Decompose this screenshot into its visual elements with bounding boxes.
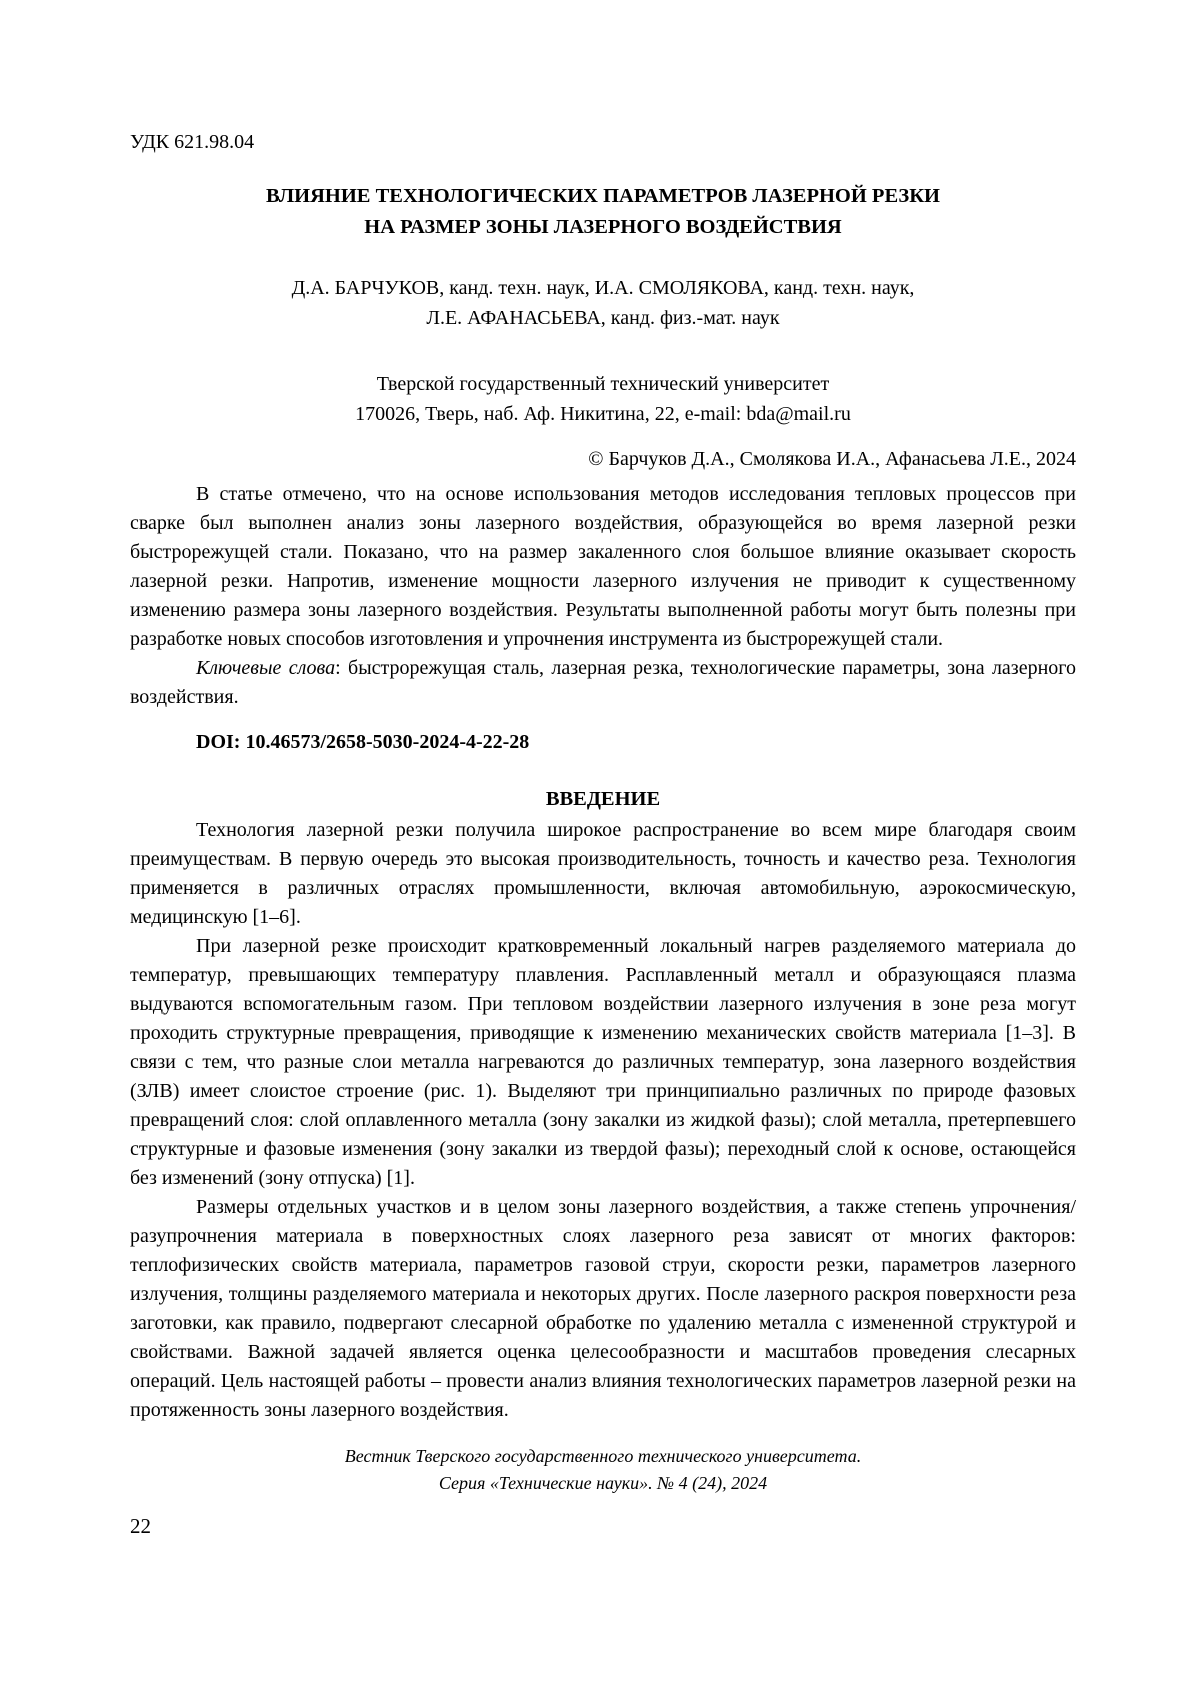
affiliation-block <box>130 369 1076 429</box>
udk-code: УДК 621.98.04 <box>130 131 255 153</box>
authors-line-1: Д.А. БАРЧУКОВ, канд. техн. наук, И.А. СМОЛЯКОВА, канд. техн. наук, <box>291 276 915 299</box>
intro-paragraph-1: Технология лазерной резки получила широкое распространение во всем мире благодаря своим преимуществам. В первую очередь это высокая производительность, точность и качество реза. Технология применяется в различных отраслях промышленности, включая автомобильную, аэрокосмическую, медицинскую [1–6]. <box>130 819 1076 929</box>
abstract-paragraph: В статье отмечено, что на основе использования методов исследования тепловых процессов при сварке был выполнен анализ зоны лазерного воздействия, образующейся во время лазерной резки быстрорежущей стали. Показано, что на размер закаленного слоя большое влияние оказывает скорость лазерной резки. Напротив, изменение мощности лазерного излучения не приводит к существенному изменению размера зоны лазерного воздействия. Результаты выполненной работы могут быть полезны при разработке новых способов изготовления и упрочнения инструмента из быстрорежущей стали. <box>130 482 1076 650</box>
journal-footer-line-1: Вестник Тверского государственного технического университета. <box>344 1445 862 1466</box>
journal-footer-line-2: Серия «Технические науки». № 4 (24), 2024 <box>438 1472 768 1493</box>
journal-footer <box>130 1443 1076 1497</box>
keywords-label: Ключевые слова <box>196 656 336 679</box>
intro-paragraph-3: Размеры отдельных участков и в целом зоны лазерного воздействия, а также степень упрочнения/разупрочнения материала в поверхностных слоях лазерного реза зависят от многих факторов: теплофизических свойств материала, параметров газовой струи, скорости резки, параметров лазерного излучения, толщины разделяемого материала и некоторых других. После лазерного раскроя поверхности реза заготовки, как правило, подвергают слесарной обработке по удалению металла с измененной структурой и свойствами. Важной задачей является оценка целесообразности и масштабов проведения слесарных операций. Цель настоящей работы – провести анализ влияния технологических параметров лазерной резки на протяженность зоны лазерного воздействия. <box>130 1196 1076 1422</box>
doi-line: DOI: 10.46573/2658-5030-2024-4-22-28 <box>196 730 530 753</box>
page-number: 22 <box>130 1513 151 1538</box>
copyright-line: © Барчуков Д.А., Смолякова И.А., Афанасьева Л.Е., 2024 <box>588 447 1076 470</box>
paper-title-line-1: ВЛИЯНИЕ ТЕХНОЛОГИЧЕСКИХ ПАРАМЕТРОВ ЛАЗЕРНОЙ РЕЗКИ <box>265 185 941 207</box>
affiliation-name: Тверской государственный технический университет <box>376 372 830 395</box>
intro-paragraph-2: При лазерной резке происходит кратковременный локальный нагрев разделяемого материала до температур, превышающих температуру плавления. Расплавленный металл и образующаяся плазма выдуваются вспомогательным газом. При тепловом воздействии лазерного излучения в зоне реза могут проходить структурные превращения, приводящие к изменению механических свойств материала [1–3]. В связи с тем, что разные слои металла нагреваются до различных температур, зона лазерного воздействия (ЗЛВ) имеет слоистое строение (рис. 1). Выделяют три принципиально различных по природе фазовых превращений слоя: слой оплавленного металла (зону закалки из жидкой фазы); слой металла, претерпевшего структурные и фазовые изменения (зону закалки из твердой фазы); переходный слой к основе, остающейся без изменений (зону отпуска) [1]. <box>130 935 1076 1190</box>
authors-line-2: Л.Е. АФАНАСЬЕВА, канд. физ.-мат. наук <box>426 306 780 329</box>
keywords-text: : быстрорежущая сталь, лазерная резка, технологические параметры, зона лазерного воздействия. <box>130 656 1076 708</box>
authors-block <box>130 273 1076 333</box>
affiliation-address: 170026, Тверь, наб. Аф. Никитина, 22, e-mail: bda@mail.ru <box>355 402 851 425</box>
paper-title-line-2: НА РАЗМЕР ЗОНЫ ЛАЗЕРНОГО ВОЗДЕЙСТВИЯ <box>364 215 842 238</box>
section-heading-introduction: ВВЕДЕНИЕ <box>545 787 661 810</box>
paper-title <box>130 181 1076 243</box>
keywords-paragraph <box>130 654 1076 712</box>
